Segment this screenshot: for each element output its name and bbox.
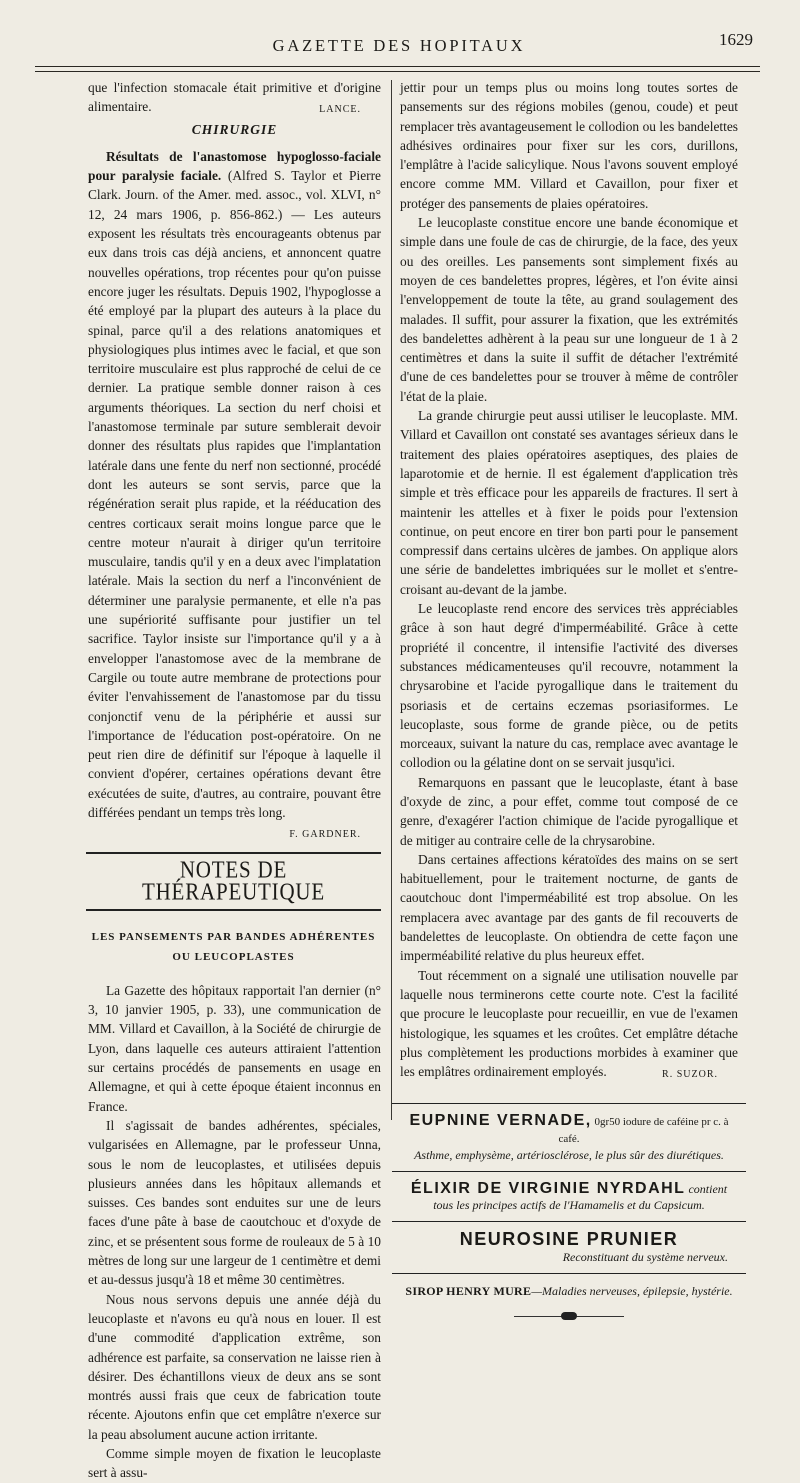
header-rule-thin: [35, 71, 760, 72]
ornament-rule: [514, 1311, 624, 1321]
notes-heading: NOTES DE THÉRAPEUTIQUE: [141, 855, 326, 906]
ad-brand: ÉLIXIR DE VIRGINIE NYRDAHL: [410, 1180, 686, 1198]
ad-elixir: [400, 1172, 738, 1221]
subheading-line: LES PANSEMENTS PAR BANDES ADHÉRENTES: [91, 930, 376, 943]
ad-brand: NEUROSINE PRUNIER: [459, 1229, 679, 1250]
ad-sirop: [400, 1274, 738, 1307]
page-header: [35, 28, 763, 68]
paragraph: [88, 78, 381, 117]
header-rule: [35, 66, 760, 67]
ad-subtitle: —Maladies nerveuses, épilepsie, hystérie.: [531, 1284, 733, 1299]
ad-note: 0gr50 iodure de caféine pr c. à café.: [558, 1116, 729, 1146]
ad-neurosine: [400, 1222, 738, 1273]
article-title: Résultats de l'anastomose hypoglosso-faciale pour paralysie faciale.: [88, 148, 381, 184]
notes-heading-block: [86, 852, 381, 967]
page-number: 1629: [719, 30, 753, 49]
signature: F. GARDNER.: [289, 829, 361, 841]
journal-title: GAZETTE DES HOPITAUX: [272, 36, 526, 55]
paragraph: Remarquons en passant que le leucoplaste, étant à base d'oxyde de zinc, a pour effet, comme tout composé de ce genre, d'exagérer l'action chimique de l'acide pyrogallique et de mitiger au contraire celle de la chrysarobine.: [400, 774, 738, 848]
heading-rule: [86, 909, 381, 911]
paragraph: Il s'agissait de bandes adhérentes, spéciales, vulgarisées en Allemagne, par le professeur Unna, sous le nom de leucoplastes, et utilisées depuis plusieurs années dans les hôpitaux allemands et suisses. Ces bandes sont enduites sur une de leurs faces d'une pâte à base de caoutchouc et d'oxyde de zinc, et se présentent sous forme de rouleaux de 5 à 10 mètres de long sur une largeur de 1 centimètre et demi et au-dessus jusqu'à 18 et même 30 centimètres.: [88, 1117, 381, 1288]
ad-subtitle: Asthme, emphysème, artériosclérose, le plus sûr des diurétiques.: [414, 1148, 724, 1163]
ad-subtitle: tous les principes actifs de l'Hamamelis et du Capsicum.: [433, 1198, 705, 1213]
signature: LANCE.: [319, 104, 361, 116]
right-column: [400, 78, 738, 1321]
paragraph: jettir pour un temps plus ou moins long toutes sortes de pansements sur des régions mobiles (genou, coude) et peut remplacer très avantageusement le collodion ou les bandelettes adhésives ordinaires pour fixer sur les cors, durillons, l'emplâtre à l'acide salicylique. Nous l'avons souvent employé encore comme MM. Villard et Cavaillon, pour fixer et protéger des pansements de plaies opératoires.: [400, 80, 738, 211]
notes-subheading: [86, 927, 381, 967]
advertisements: [400, 1103, 738, 1321]
ad-subtitle: Reconstituant du système nerveux.: [562, 1250, 728, 1265]
left-column: [88, 78, 381, 1483]
ad-brand: EUPNINE VERNADE,: [409, 1112, 592, 1130]
paragraph: Comme simple moyen de fixation le leucoplaste sert à assu-: [88, 1446, 381, 1481]
paragraph: Dans certaines affections kératoïdes des mains on se sert habituellement, pour le traitement nocturne, de gants de caoutchouc dont l'imperméabilité est trop absolue. On les remplacera avec avantage par des gants de fil recouverts de bandelettes de leucoplaste. On obtiendra de cette façon une imperméabilité relative du plus heureux effet.: [400, 851, 738, 964]
paragraph: Nous nous servons depuis une année déjà du leucoplaste et n'avons eu qu'à nous en louer. Il est d'une commodité d'application extrême, son adhérence est parfaite, sa conservation ne laisse rien à désirer. Des échantillons vieux de deux ans se sont montrés aussi frais que ceux de fabrication toute récente. Ajoutons enfin que cet emplâtre n'exerce sur la peau absolument aucune action irritante.: [88, 1291, 381, 1442]
paragraph: [400, 966, 738, 1082]
paragraph: La grande chirurgie peut aussi utiliser le leucoplaste. MM. Villard et Cavaillon ont constaté ses avantages sérieux dans le traitement des plaies opératoires aseptiques, des plaies de laparotomie et de hernie. Il est également d'application très simple et très efficace pour les appareils de fractures. Il sert à maintenir les attelles et à fixer le poids pour l'extension continue, on peut encore en tirer bon parti pour le pansement compressif dans certains ulcères de jambes. On applique alors une série de bandelettes imbriquées sur le mollet et s'entre-croisant au-devant de la jambe.: [400, 408, 738, 597]
article: [88, 147, 381, 841]
ad-brand: SIROP HENRY MURE: [405, 1284, 532, 1299]
paragraph: Le leucoplaste rend encore des services très appréciables grâce à son haut degré d'imperméabilité. Grâce à cette propriété il concentre, il intensifie l'activité des diverses substances médicamenteuses qu'il recouvre, notamment la chrysarobine et l'acide pyrogallique dans le traitement du psoriasis et de certains eczemas psoriasiformes. Le leucoplaste, sous forme de grande pièce, ou de petits morceaux, suivant la nature du cas, remplace avec avantage le collodion ou la gélatine dont on se servait jusqu'ici.: [400, 601, 738, 771]
section-title: CHIRURGIE: [191, 121, 278, 137]
column-divider: [391, 80, 392, 1120]
ad-note: contient: [685, 1182, 728, 1197]
paragraph: La Gazette des hôpitaux rapportait l'an dernier (n° 3, 10 janvier 1905, p. 33), une communication de MM. Villard et Cavaillon, à la Société de chirurgie de Lyon, dans laquelle ces auteurs attiraient l'attention sur certains procédés de pansements en usage en Allemagne, et qui à cette époque étaient inconnus en France.: [88, 982, 381, 1114]
subheading-line: OU LEUCOPLASTES: [172, 950, 295, 963]
paragraph-text: Tout récemment on a signalé une utilisation nouvelle par laquelle nous terminerons cette courte note. C'est la facilité que procure le leucoplaste pour recueillir, en vue de l'examen histologique, les squames et les croûtes. Cet emplâtre détache plus complètement les productions morbides à examiner que les emplâtres ordinairement employés.: [400, 967, 738, 1080]
ad-eupnine: [400, 1104, 738, 1171]
paragraph: Le leucoplaste constitue encore une bande économique et simple dans une foule de cas de chirurgie, de la face, des yeux ou des oreilles. Les pansements sont simplement fixés au moyen de ces bandelettes propres, légères, et l'on évite ainsi l'enveloppement de toute la tête, au grand soulagement des malades. Il suffit, pour assurer la fixation, que les extrémités des bandelettes adhèrent à la peau sur une longueur de 1 à 2 centimètres et dans la suite il suffit de détacher l'extrémité d'une de ces bandelettes pour se trouver à même de contrôler l'état de la plaie.: [400, 215, 738, 404]
paragraph-text: que l'infection stomacale était primitive et d'origine alimentaire.: [88, 80, 381, 115]
article-body: (Alfred S. Taylor et Pierre Clark. Journ. of the Amer. med. assoc., vol. XLVI, n° 12, 24 mars 1906, p. 856-862.) — Les auteurs exposent les résultats très encourageants obtenus par eux dans trois cas déjà anciens, et annoncent quatre nouvelles opérations, trop récentes pour qu'on puisse encore juger les résultats. Depuis 1902, l'hypoglosse a été employé par la plupart des auteurs à la place du spinal, parce qu'il a des relations anatomiques et physiologiques plus intimes avec le facial, et que son territoire musculaire est plus rapproché de celui de ce dernier. La pratique semble donner raison à ces arguments théoriques. La section du nerf choisi et l'anastomose terminale par suture semblerait devoir donner des résultats plus rapides que l'implantation latérale dans une fente du nerf non sectionné, procédé dont les auteurs se sont servis, parce que la régénération serait plus rapide, et la rééducation des centres corticaux serait moins longue parce que le centre moteur n'aurait à diriger qu'un territoire musculaire, tandis qu'il y en a deux avec l'implatation latérale. Mais la section du nerf a l'inconvénient de déterminer une paralysie permanente, et elle n'a pas une supériorité suffisante pour justifier un tel sacrifice. Taylor insiste sur l'importance qu'il y a à envelopper l'anastomose avec de la membrane de Cargile ou toute autre membrane de protections pour éviter l'envahissement de l'anastomose par du tissu conjonctif venu de la périphérie et aussi sur l'importance de l'éducation post-opératoire. On ne peut rien dire de définitif sur l'époque à laquelle il convient d'opérer, certaines opérations devant être exécutées de suite, d'autres, au contraire, pouvant être différées pendant un temps très long.: [88, 168, 381, 820]
signature: R. SUZOR.: [662, 1069, 718, 1081]
heading-rule: [86, 852, 381, 854]
